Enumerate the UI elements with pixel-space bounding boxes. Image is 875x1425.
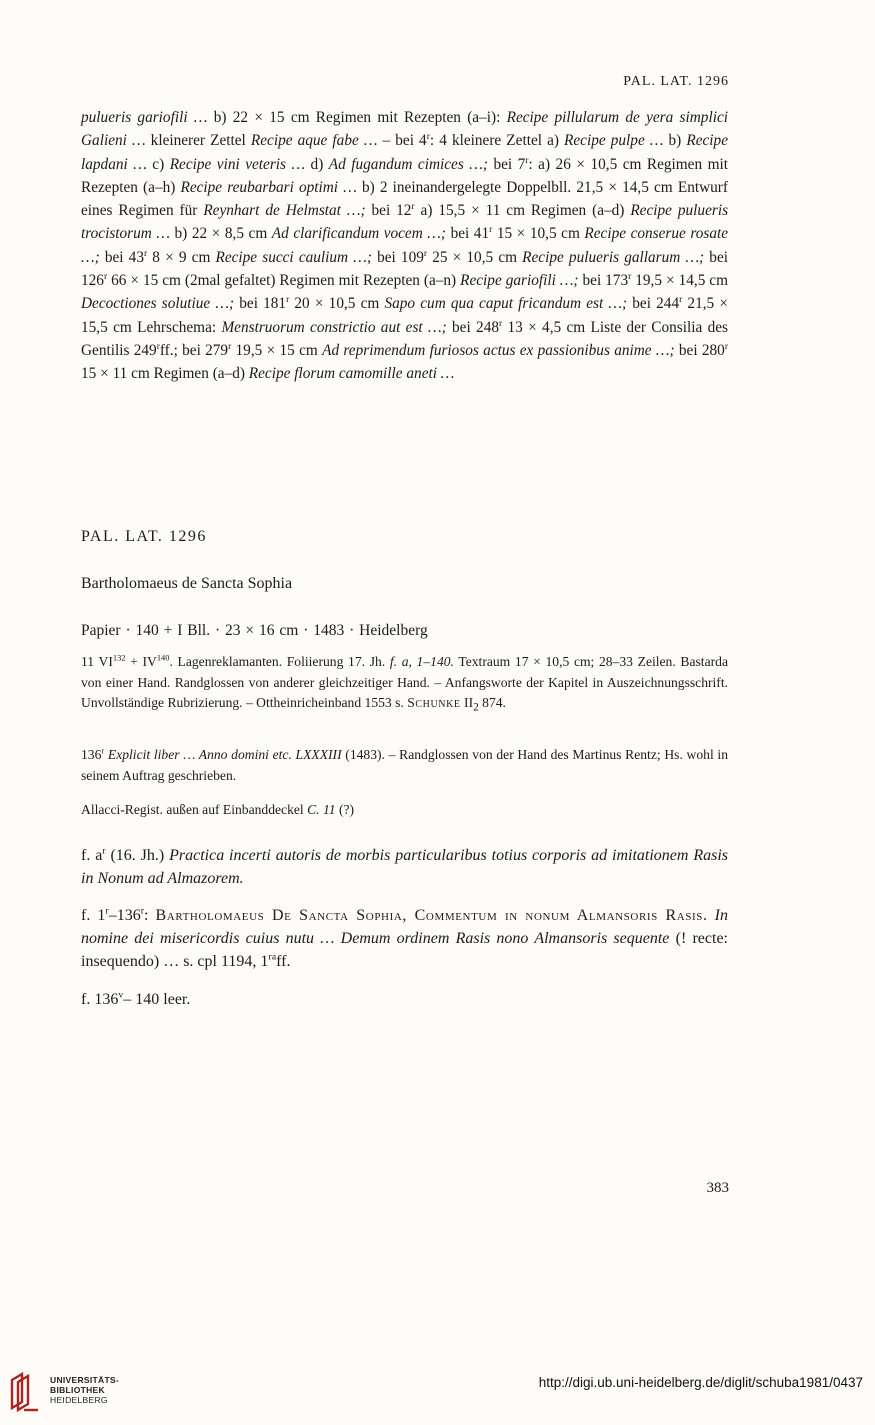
- text: (?): [335, 802, 355, 817]
- text-italic: Recipe aque fabe …: [250, 132, 378, 150]
- text: . Lagenreklamanten. Foliierung 17. Jh.: [169, 654, 390, 669]
- library-name-line: BIBLIOTHEK: [50, 1385, 105, 1395]
- text: c): [146, 155, 170, 173]
- text: bei 7: [487, 155, 526, 173]
- text: b) 2 ineinandergelegte Doppelbll. 21,5 × 14,5 cm Entwurf eines Regimen für: [81, 178, 728, 220]
- text-italic: Recipe lapdani …: [81, 132, 728, 173]
- page-number: 383: [706, 1180, 729, 1196]
- text: 21,5 × 15,5 cm Lehrschema:: [81, 295, 728, 336]
- text-italic: Reynhart de Helmstat …;: [203, 202, 366, 220]
- text: –136: [108, 907, 141, 924]
- text-italic: Recipe gariofili …;: [460, 272, 579, 290]
- text-italic: Sapo cum qua caput fricandum est …;: [384, 295, 628, 313]
- recto-mark: r: [101, 745, 105, 756]
- subscript: 2: [473, 702, 479, 715]
- content-entry: [81, 844, 728, 890]
- text: bei 173: [578, 272, 629, 290]
- text-italic: Explicit liber … Anno domini etc. LXXXIII: [104, 747, 342, 762]
- text: f. a: [81, 847, 103, 864]
- text: 20 × 10,5 cm: [289, 295, 385, 313]
- recto-mark: r: [724, 341, 728, 352]
- text-italic: Recipe pillularum de yera simplici Galieni …: [81, 109, 728, 150]
- text: Allacci-Regist. außen auf Einbanddeckel: [81, 802, 308, 817]
- text: f. 1: [81, 907, 106, 924]
- recto-mark: r: [499, 318, 503, 329]
- running-head: PAL. LAT. 1296: [623, 74, 729, 89]
- recto-mark: r: [628, 271, 632, 282]
- text-italic: C. 11: [307, 802, 336, 817]
- recto-mark: r: [228, 341, 232, 352]
- text-italic: In nomine dei misericordis cuius nutu … Demum ordinem Rasis nono Almansoris sequente: [81, 907, 728, 947]
- library-name: [50, 1375, 119, 1405]
- codicology-paragraph: [81, 652, 728, 719]
- recto-mark: r: [679, 295, 683, 306]
- text-italic: Practica incerti autoris de morbis particularibus totius corporis ad imitationem Rasis in Nonum ad Almazorem.: [81, 847, 728, 887]
- recto-mark: r: [286, 295, 290, 306]
- text: bei 280: [674, 341, 725, 359]
- recto-mark: r: [489, 225, 493, 236]
- text: bei 109: [371, 248, 424, 266]
- text: 8 × 9 cm: [147, 248, 216, 266]
- source-url-link[interactable]: http://digi.ub.uni-heidelberg.de/diglit/schuba1981/0437: [538, 1375, 863, 1390]
- text-italic: Recipe reubarbari optimi …: [180, 178, 357, 196]
- text-italic: Recipe florum camomille aneti …: [248, 365, 455, 383]
- text: a) 15,5 × 11 cm Regimen (a–d): [414, 202, 631, 220]
- recto-mark: r: [105, 905, 109, 917]
- text-italic: pulueris gariofili …: [81, 109, 214, 126]
- text: 19,5 × 14,5 cm: [631, 272, 728, 290]
- text-italic: Ad fugandum cimices …;: [328, 155, 488, 173]
- text: : 4 kleinere Zettel a): [429, 132, 565, 150]
- text-italic: Menstruorum constrictio aut est …;: [221, 318, 447, 336]
- manuscript-description: Papier · 140 + I Bll. · 23 × 16 cm · 1483 · Heidelberg: [81, 622, 428, 639]
- library-logo-icon: [8, 1372, 42, 1412]
- text-italic: Recipe conserue rosate …;: [81, 225, 729, 266]
- text: (1483). – Randglossen von der Hand des Martinus Rentz; Hs. wohl in seinem Auftrag geschrieben.: [81, 747, 728, 783]
- text: 15 × 10,5 cm: [492, 225, 585, 243]
- text: bei 12: [365, 202, 412, 220]
- superscript: 132: [112, 652, 126, 663]
- text-italic: Decoctiones solutiue …;: [81, 295, 235, 313]
- content-entry: [81, 904, 728, 973]
- text: f. 136: [81, 991, 119, 1008]
- text: bei 41: [446, 225, 490, 243]
- text: ff.; bei 279: [159, 341, 229, 359]
- explicit-note: [81, 745, 728, 786]
- text: 13 × 4,5 cm Liste der Consilia des Gentilis 249: [81, 318, 728, 359]
- recto-mark: r: [103, 271, 108, 282]
- text: Textraum 17 × 10,5 cm; 28–33 Zeilen. Bastarda von einer Hand. Randglossen von anderer gleichzeitiger Hand. – Anfangsworte der Kapitel in Auszeichnungsschrift. Unvollständige Rubrizierung. – Ottheinricheinband 1553 s.: [81, 654, 728, 711]
- text: b): [663, 132, 687, 150]
- text: b) 22 × 8,5 cm: [169, 225, 272, 243]
- text-italic: Recipe pulueris trocistorum …: [81, 202, 729, 243]
- text: : a) 26 × 10,5 cm Regimen mit Rezepten (a–h): [81, 155, 728, 196]
- text-italic: Recipe pulueris gallarum …;: [522, 248, 705, 266]
- text: :: [144, 907, 156, 924]
- text: bei 244: [627, 295, 680, 313]
- recto-mark: r: [156, 341, 160, 352]
- text-italic: Ad clarificandum vocem …;: [271, 225, 447, 243]
- text-italic: f. a, 1–140.: [389, 654, 454, 669]
- superscript: 140: [156, 652, 170, 663]
- text: – bei 4: [377, 132, 427, 150]
- library-name-line: UNIVERSITÄTS-: [50, 1375, 120, 1385]
- section-title: PAL. LAT. 1296: [81, 528, 207, 545]
- text: 874.: [478, 695, 506, 711]
- text: 66 × 15 cm (2mal gefaltet) Regimen mit Rezepten (a–n): [107, 272, 461, 290]
- text: bei 43: [99, 248, 144, 266]
- recto-mark: r: [143, 248, 148, 259]
- text: + IV: [125, 654, 157, 669]
- continuation-paragraph: [81, 106, 728, 386]
- author-heading: Bartholomaeus de Sancta Sophia: [81, 575, 293, 592]
- recto-mark: r: [411, 202, 415, 213]
- text: 15 × 11 cm Regimen (a–d): [81, 365, 249, 383]
- text: kleinerer Zettel: [145, 132, 251, 150]
- allacci-note: [81, 800, 728, 821]
- text: II: [460, 695, 474, 711]
- text: 19,5 × 15 cm: [231, 341, 323, 359]
- library-name-line: HEIDELBERG: [50, 1395, 108, 1405]
- text-italic: Ad reprimendum furiosos actus ex passionibus anime …;: [322, 341, 675, 359]
- text-italic: Recipe pulpe …: [564, 132, 664, 150]
- text: bei 248: [446, 318, 499, 336]
- text-italic: Recipe vini veteris …: [169, 155, 306, 173]
- text: (! recte: insequendo) … s. cpl 1194, 1: [81, 930, 728, 970]
- text-smallcaps: Schunke: [407, 695, 461, 711]
- text-smallcaps: Bartholomaeus De Sancta Sophia, Commentum in nonum Almansoris Rasis.: [155, 907, 708, 924]
- recto-mark: r: [525, 155, 529, 166]
- text: bei 126: [81, 248, 728, 290]
- text: bei 181: [234, 295, 287, 313]
- text: – 140 leer.: [123, 991, 191, 1008]
- superscript: ra: [268, 951, 277, 963]
- text: d): [305, 155, 329, 173]
- recto-mark: r: [423, 248, 428, 259]
- text-italic: Recipe succi caulium …;: [215, 248, 372, 266]
- footer: [0, 1360, 875, 1425]
- text: (16. Jh.): [105, 847, 170, 864]
- text: ff.: [276, 953, 291, 970]
- recto-mark: r: [102, 845, 106, 857]
- recto-mark: r: [140, 905, 144, 917]
- text: 136: [81, 747, 102, 762]
- verso-mark: v: [118, 989, 124, 1001]
- text: b) 22 × 15 cm Regimen mit Rezepten (a–i):: [213, 109, 507, 126]
- text: 11 VI: [81, 654, 113, 669]
- recto-mark: r: [426, 132, 430, 143]
- text: 25 × 10,5 cm: [427, 248, 523, 266]
- content-entry: [81, 988, 728, 1011]
